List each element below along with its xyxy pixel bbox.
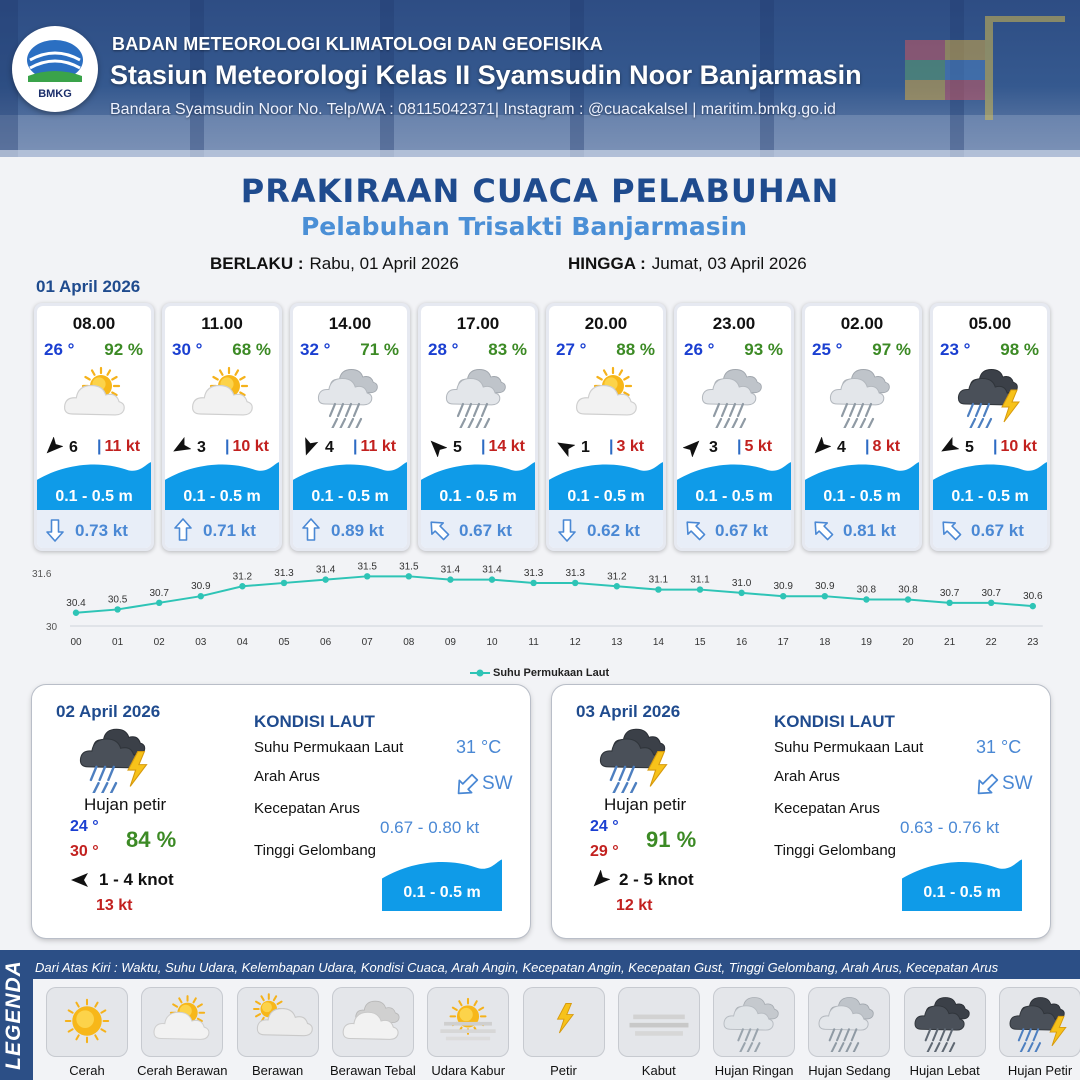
sst-point bbox=[988, 600, 994, 606]
hujan-sedang-icon bbox=[697, 362, 773, 428]
max-temperature: 30 ° bbox=[70, 843, 99, 860]
x-tick-label: 10 bbox=[486, 637, 498, 648]
forecast-time: 20.00 bbox=[584, 314, 628, 333]
validity-from bbox=[210, 254, 459, 274]
logo-text: BMKG bbox=[38, 88, 72, 100]
humidity: 98 % bbox=[1000, 340, 1039, 359]
sst-point bbox=[822, 593, 828, 599]
validity-to-value: Jumat, 03 April 2026 bbox=[651, 254, 807, 273]
max-temperature: 29 ° bbox=[590, 843, 619, 860]
weather-condition: Hujan petir bbox=[604, 795, 687, 814]
air-temperature: 26 ° bbox=[684, 340, 715, 359]
wave-graphic bbox=[382, 855, 502, 911]
kabut-icon bbox=[618, 987, 700, 1057]
current-speed-label: Kecepatan Arus bbox=[774, 800, 880, 817]
hourly-card bbox=[546, 303, 666, 551]
sst-point bbox=[863, 596, 869, 602]
x-tick-label: 08 bbox=[403, 637, 415, 648]
sst-point bbox=[406, 573, 412, 579]
cerah-berawan-icon bbox=[185, 362, 261, 428]
current-row bbox=[677, 510, 791, 548]
x-tick-label: 04 bbox=[236, 637, 248, 648]
hourly-card-body bbox=[293, 306, 407, 548]
wave-height: 0.1 - 0.5 m bbox=[567, 488, 645, 505]
current-direction-icon bbox=[974, 772, 1000, 798]
petir-icon bbox=[523, 987, 605, 1057]
x-tick-label: 13 bbox=[611, 637, 623, 648]
current-direction: SW bbox=[482, 773, 513, 794]
legend-panel bbox=[0, 950, 1080, 1080]
current-row bbox=[421, 510, 535, 548]
legend-item-label: Cerah bbox=[69, 1063, 105, 1078]
sst-point bbox=[322, 576, 328, 582]
hourly-card-body bbox=[165, 306, 279, 548]
data-label: 30.8 bbox=[856, 584, 877, 596]
weather-condition: Hujan petir bbox=[84, 795, 167, 814]
gust-speed: 3 kt bbox=[616, 438, 645, 455]
sst-point bbox=[697, 586, 703, 592]
gust-speed: 10 kt bbox=[232, 438, 269, 455]
gust-speed: 10 kt bbox=[1000, 438, 1037, 455]
wind-speed: 4 bbox=[325, 439, 334, 456]
gust-speed-group: | 14 kt bbox=[481, 438, 525, 455]
sst-point bbox=[946, 600, 952, 606]
wind-direction-icon bbox=[171, 437, 191, 457]
humidity: 91 % bbox=[646, 827, 697, 852]
hourly-card-body bbox=[37, 306, 151, 548]
current-direction-label: Arah Arus bbox=[254, 768, 320, 785]
data-label: 30.6 bbox=[1023, 591, 1043, 603]
humidity: 84 % bbox=[126, 827, 177, 852]
current-speed-range: 0.63 - 0.76 kt bbox=[900, 818, 1000, 837]
data-label: 30.9 bbox=[773, 581, 793, 593]
wave-height: 0.1 - 0.5 m bbox=[55, 488, 133, 505]
data-label: 31.2 bbox=[607, 571, 627, 583]
wind-direction-icon bbox=[299, 437, 319, 457]
current-direction-icon bbox=[43, 518, 67, 542]
air-temperature: 26 ° bbox=[44, 340, 75, 359]
gust-speed-group: | 11 kt bbox=[97, 438, 141, 455]
wind-speed: 3 bbox=[709, 439, 718, 456]
gust-speed-group: | 10 kt bbox=[993, 438, 1037, 455]
data-label: 30.7 bbox=[149, 587, 169, 599]
current-row bbox=[165, 510, 279, 548]
current-direction-icon bbox=[811, 518, 835, 542]
sst-point bbox=[614, 583, 620, 589]
bmkg-logo bbox=[12, 26, 98, 112]
humidity: 93 % bbox=[744, 340, 783, 359]
sst-point bbox=[530, 580, 536, 586]
legend-item-label: Petir bbox=[550, 1063, 577, 1078]
wave-height: 0.1 - 0.5 m bbox=[183, 488, 261, 505]
daily-card bbox=[32, 685, 530, 938]
hourly-card bbox=[290, 303, 410, 551]
current-direction-icon bbox=[555, 518, 579, 542]
x-tick-label: 02 bbox=[153, 637, 165, 648]
x-tick-label: 00 bbox=[70, 637, 82, 648]
page-title: PRAKIRAAN CUACA PELABUHAN bbox=[240, 172, 840, 210]
x-tick-label: 01 bbox=[112, 637, 124, 648]
humidity: 68 % bbox=[232, 340, 271, 359]
forecast-time: 17.00 bbox=[456, 314, 500, 333]
data-label: 31.2 bbox=[232, 571, 253, 583]
legend-title: LEGENDA bbox=[2, 960, 25, 1070]
forecast-time: 02.00 bbox=[840, 314, 884, 333]
hourly-card bbox=[162, 303, 282, 551]
cerah-berawan-icon bbox=[569, 362, 645, 428]
current-row bbox=[933, 510, 1047, 548]
current-direction-icon bbox=[454, 772, 480, 798]
wind-direction-icon bbox=[70, 870, 92, 890]
legend-line-marker bbox=[470, 668, 490, 678]
sst-point bbox=[114, 606, 120, 612]
hujan-petir-icon bbox=[74, 721, 158, 793]
wave-height-label: Tinggi Gelombang bbox=[254, 842, 377, 859]
current-direction-label: Arah Arus bbox=[774, 768, 840, 785]
data-label: 31.5 bbox=[399, 561, 419, 573]
legend-item-label: Udara Kabur bbox=[431, 1063, 506, 1078]
humidity: 71 % bbox=[360, 340, 399, 359]
wave-height-label: Tinggi Gelombang bbox=[774, 842, 897, 859]
wind-direction-icon bbox=[590, 870, 612, 890]
sst-label: Suhu Permukaan Laut bbox=[774, 739, 924, 756]
gust-speed: 13 kt bbox=[96, 897, 133, 914]
wind-direction-icon bbox=[683, 437, 703, 457]
current-speed: 0.67 kt bbox=[971, 521, 1024, 540]
forecast-time: 05.00 bbox=[968, 314, 1012, 333]
wave-graphic bbox=[902, 855, 1022, 911]
min-temperature: 24 ° bbox=[590, 818, 619, 835]
y-tick-label: 30 bbox=[46, 622, 58, 633]
header-banner bbox=[0, 0, 1080, 157]
hourly-card bbox=[674, 303, 794, 551]
current-row bbox=[37, 510, 151, 548]
legend-description: Dari Atas Kiri : Waktu, Suhu Udara, Kelembapan Udara, Kondisi Cuaca, Arah Angin, Kecepatan Angin, Kecepatan Gust, Tinggi Gelombang, Arah Arus, Kecepatan Arus bbox=[35, 960, 999, 975]
wave-height: 0.1 - 0.5 m bbox=[923, 884, 1001, 901]
hourly-card-body bbox=[421, 306, 535, 548]
cerah-berawan-icon bbox=[57, 362, 133, 428]
validity-from-value: Rabu, 01 April 2026 bbox=[309, 254, 459, 273]
data-label: 31.0 bbox=[731, 577, 752, 589]
gust-speed: 5 kt bbox=[744, 438, 773, 455]
x-tick-label: 09 bbox=[444, 637, 456, 648]
berawan-icon bbox=[237, 987, 319, 1057]
x-tick-label: 19 bbox=[860, 637, 872, 648]
x-tick-label: 22 bbox=[985, 637, 997, 648]
x-tick-label: 11 bbox=[528, 637, 539, 648]
x-tick-label: 05 bbox=[278, 637, 290, 648]
min-temperature: 24 ° bbox=[70, 818, 99, 835]
sst-label: Suhu Permukaan Laut bbox=[254, 739, 404, 756]
data-label: 30.5 bbox=[107, 594, 128, 606]
berawan-tebal-icon bbox=[332, 987, 414, 1057]
data-label: 30.9 bbox=[815, 581, 835, 593]
wind-direction-icon bbox=[811, 437, 831, 457]
sea-condition-title: KONDISI LAUT bbox=[254, 712, 375, 731]
sst-point bbox=[1030, 603, 1036, 609]
x-tick-label: 18 bbox=[819, 637, 831, 648]
hourly-card-body bbox=[933, 306, 1047, 548]
current-speed: 0.67 kt bbox=[715, 521, 768, 540]
sst-point bbox=[447, 576, 453, 582]
hourly-card bbox=[930, 303, 1050, 551]
sst-point bbox=[780, 593, 786, 599]
sst-point bbox=[738, 590, 744, 596]
gust-speed: 14 kt bbox=[488, 438, 525, 455]
sst-point bbox=[364, 573, 370, 579]
contact-info: Bandara Syamsudin Noor No. Telp/WA : 08115042371| Instagram : @cuacakalsel | maritim.bmkg.go.id bbox=[110, 101, 836, 118]
data-label: 30.8 bbox=[898, 584, 918, 596]
gust-speed-group: | 5 kt bbox=[737, 438, 773, 455]
sea-condition-title: KONDISI LAUT bbox=[774, 712, 895, 731]
agency-name: BADAN METEOROLOGI KLIMATOLOGI DAN GEOFISIKA bbox=[112, 34, 603, 54]
air-temperature: 28 ° bbox=[428, 340, 459, 359]
wave-height: 0.1 - 0.5 m bbox=[823, 488, 901, 505]
humidity: 88 % bbox=[616, 340, 655, 359]
hourly-card-body bbox=[677, 306, 791, 548]
data-label: 31.4 bbox=[440, 564, 461, 576]
sst-point bbox=[489, 576, 495, 582]
current-speed: 0.67 kt bbox=[459, 521, 512, 540]
wind-direction-icon bbox=[939, 437, 959, 457]
x-tick-label: 15 bbox=[694, 637, 706, 648]
cerah-berawan-icon bbox=[141, 987, 223, 1057]
data-label: 31.5 bbox=[357, 561, 377, 573]
daily-date: 02 April 2026 bbox=[56, 702, 161, 721]
current-direction-icon bbox=[427, 518, 451, 542]
legend-icons bbox=[33, 979, 1080, 1080]
gust-speed: 11 kt bbox=[360, 438, 397, 455]
air-temperature: 25 ° bbox=[812, 340, 843, 359]
daily-date: 03 April 2026 bbox=[576, 702, 681, 721]
legend-series-name: Suhu Permukaan Laut bbox=[493, 667, 610, 679]
hujan-sedang-icon bbox=[808, 987, 890, 1057]
air-temperature: 32 ° bbox=[300, 340, 331, 359]
validity-from-label: BERLAKU : bbox=[210, 254, 304, 273]
wave-height: 0.1 - 0.5 m bbox=[695, 488, 773, 505]
legend-item-label: Berawan Tebal bbox=[330, 1063, 416, 1078]
data-label: 30.9 bbox=[191, 581, 211, 593]
forecast-time: 11.00 bbox=[201, 314, 243, 333]
validity-to-label: HINGGA : bbox=[568, 254, 646, 273]
sst-point bbox=[281, 580, 287, 586]
hourly-card bbox=[34, 303, 154, 551]
sst-point bbox=[905, 596, 911, 602]
gust-speed-group: | 3 kt bbox=[609, 438, 645, 455]
forecast-time: 08.00 bbox=[72, 314, 116, 333]
hujan-petir-icon bbox=[953, 362, 1029, 428]
legend-item-label: Hujan Ringan bbox=[714, 1063, 794, 1078]
legend-item-label: Hujan Sedang bbox=[808, 1063, 891, 1078]
current-speed: 0.71 kt bbox=[203, 521, 256, 540]
current-direction: SW bbox=[1002, 773, 1033, 794]
data-label: 30.7 bbox=[939, 587, 960, 599]
gust-speed-group: | 8 kt bbox=[865, 438, 901, 455]
x-tick-label: 23 bbox=[1027, 637, 1039, 648]
current-direction-icon bbox=[683, 518, 707, 542]
day1-date: 01 April 2026 bbox=[36, 277, 141, 296]
hujan-petir-icon bbox=[594, 721, 678, 793]
current-row bbox=[293, 510, 407, 548]
humidity: 92 % bbox=[104, 340, 143, 359]
data-label: 31.3 bbox=[565, 567, 585, 579]
wind-speed-range: 2 - 5 knot bbox=[619, 870, 694, 889]
air-temperature: 30 ° bbox=[172, 340, 203, 359]
x-tick-label: 12 bbox=[569, 637, 581, 648]
data-label: 30.7 bbox=[981, 587, 1001, 599]
wave-height: 0.1 - 0.5 m bbox=[951, 488, 1029, 505]
current-row bbox=[549, 510, 663, 548]
station-name: Stasiun Meteorologi Kelas II Syamsudin Noor Banjarmasin bbox=[110, 60, 862, 90]
sst-series-line bbox=[76, 576, 1033, 612]
sst-point bbox=[198, 593, 204, 599]
hujan-lebat-icon bbox=[904, 987, 986, 1057]
sst-point bbox=[655, 586, 661, 592]
x-tick-label: 17 bbox=[777, 637, 789, 648]
current-row bbox=[805, 510, 919, 548]
hujan-ringan-icon bbox=[713, 987, 795, 1057]
current-speed: 0.81 kt bbox=[843, 521, 896, 540]
hujan-sedang-icon bbox=[313, 362, 389, 428]
x-tick-label: 07 bbox=[361, 637, 373, 648]
wind-speed: 5 bbox=[453, 439, 462, 456]
gust-speed: 11 kt bbox=[104, 438, 141, 455]
hourly-card bbox=[418, 303, 538, 551]
cerah-icon bbox=[46, 987, 128, 1057]
chart-legend bbox=[470, 667, 609, 679]
current-speed: 0.73 kt bbox=[75, 521, 128, 540]
hourly-card-body bbox=[549, 306, 663, 548]
current-direction-icon bbox=[299, 518, 323, 542]
wave-height: 0.1 - 0.5 m bbox=[311, 488, 389, 505]
wave-height: 0.1 - 0.5 m bbox=[439, 488, 517, 505]
gust-speed: 12 kt bbox=[616, 897, 653, 914]
data-label: 31.3 bbox=[274, 567, 294, 579]
sea-surface-temperature: 31 °C bbox=[456, 737, 502, 757]
x-tick-label: 21 bbox=[944, 637, 956, 648]
legend-item-label: Hujan Lebat bbox=[909, 1063, 980, 1078]
x-tick-label: 06 bbox=[320, 637, 332, 648]
sst-point bbox=[239, 583, 245, 589]
gust-speed-group: | 10 kt bbox=[225, 438, 269, 455]
wave-height: 0.1 - 0.5 m bbox=[403, 884, 481, 901]
daily-card bbox=[552, 685, 1050, 938]
wind-speed: 3 bbox=[197, 439, 206, 456]
legend-item-label: Cerah Berawan bbox=[137, 1063, 228, 1078]
gust-speed: 8 kt bbox=[872, 438, 901, 455]
wind-direction-icon bbox=[43, 437, 63, 457]
wind-speed-range: 1 - 4 knot bbox=[99, 870, 174, 889]
sst-line-chart bbox=[30, 560, 1075, 680]
wind-speed: 5 bbox=[965, 439, 974, 456]
current-speed: 0.62 kt bbox=[587, 521, 640, 540]
legend-item-label: Hujan Petir bbox=[1007, 1063, 1073, 1078]
validity-to bbox=[568, 254, 807, 274]
x-tick-label: 20 bbox=[902, 637, 914, 648]
legend-item-label: Kabut bbox=[641, 1063, 676, 1078]
hujan-sedang-icon bbox=[825, 362, 901, 428]
current-speed-label: Kecepatan Arus bbox=[254, 800, 360, 817]
x-tick-label: 03 bbox=[195, 637, 207, 648]
sea-surface-temperature: 31 °C bbox=[976, 737, 1022, 757]
sst-point bbox=[572, 580, 578, 586]
data-label: 31.4 bbox=[315, 564, 336, 576]
current-speed: 0.89 kt bbox=[331, 521, 384, 540]
wind-direction-icon bbox=[555, 437, 575, 457]
data-label: 31.3 bbox=[523, 567, 544, 579]
wind-speed: 1 bbox=[581, 439, 590, 456]
humidity: 83 % bbox=[488, 340, 527, 359]
data-label: 31.1 bbox=[690, 574, 710, 586]
forecast-time: 14.00 bbox=[328, 314, 372, 333]
gust-speed-group: | 11 kt bbox=[353, 438, 397, 455]
wind-direction-icon bbox=[427, 437, 447, 457]
x-tick-label: 16 bbox=[736, 637, 748, 648]
wind-speed: 6 bbox=[69, 439, 78, 456]
forecast-time: 23.00 bbox=[712, 314, 756, 333]
humidity: 97 % bbox=[872, 340, 911, 359]
x-tick-label: 14 bbox=[652, 637, 664, 648]
current-speed-range: 0.67 - 0.80 kt bbox=[380, 818, 480, 837]
hourly-card-body bbox=[805, 306, 919, 548]
current-direction-icon bbox=[939, 518, 963, 542]
legend-item-label: Berawan bbox=[251, 1063, 304, 1078]
data-label: 31.4 bbox=[482, 564, 502, 576]
sst-point bbox=[73, 610, 79, 616]
hujan-petir-icon bbox=[999, 987, 1080, 1057]
current-direction-icon bbox=[171, 518, 195, 542]
data-label: 31.1 bbox=[648, 574, 669, 586]
page-subtitle: Pelabuhan Trisakti Banjarmasin bbox=[300, 212, 748, 241]
y-tick-label: 31.6 bbox=[32, 569, 52, 580]
wind-speed: 4 bbox=[837, 439, 846, 456]
hujan-sedang-icon bbox=[441, 362, 517, 428]
data-label: 30.4 bbox=[66, 597, 86, 609]
hourly-card bbox=[802, 303, 922, 551]
udara-kabur-icon bbox=[427, 987, 509, 1057]
sst-point bbox=[156, 600, 162, 606]
air-temperature: 27 ° bbox=[556, 340, 587, 359]
air-temperature: 23 ° bbox=[940, 340, 971, 359]
